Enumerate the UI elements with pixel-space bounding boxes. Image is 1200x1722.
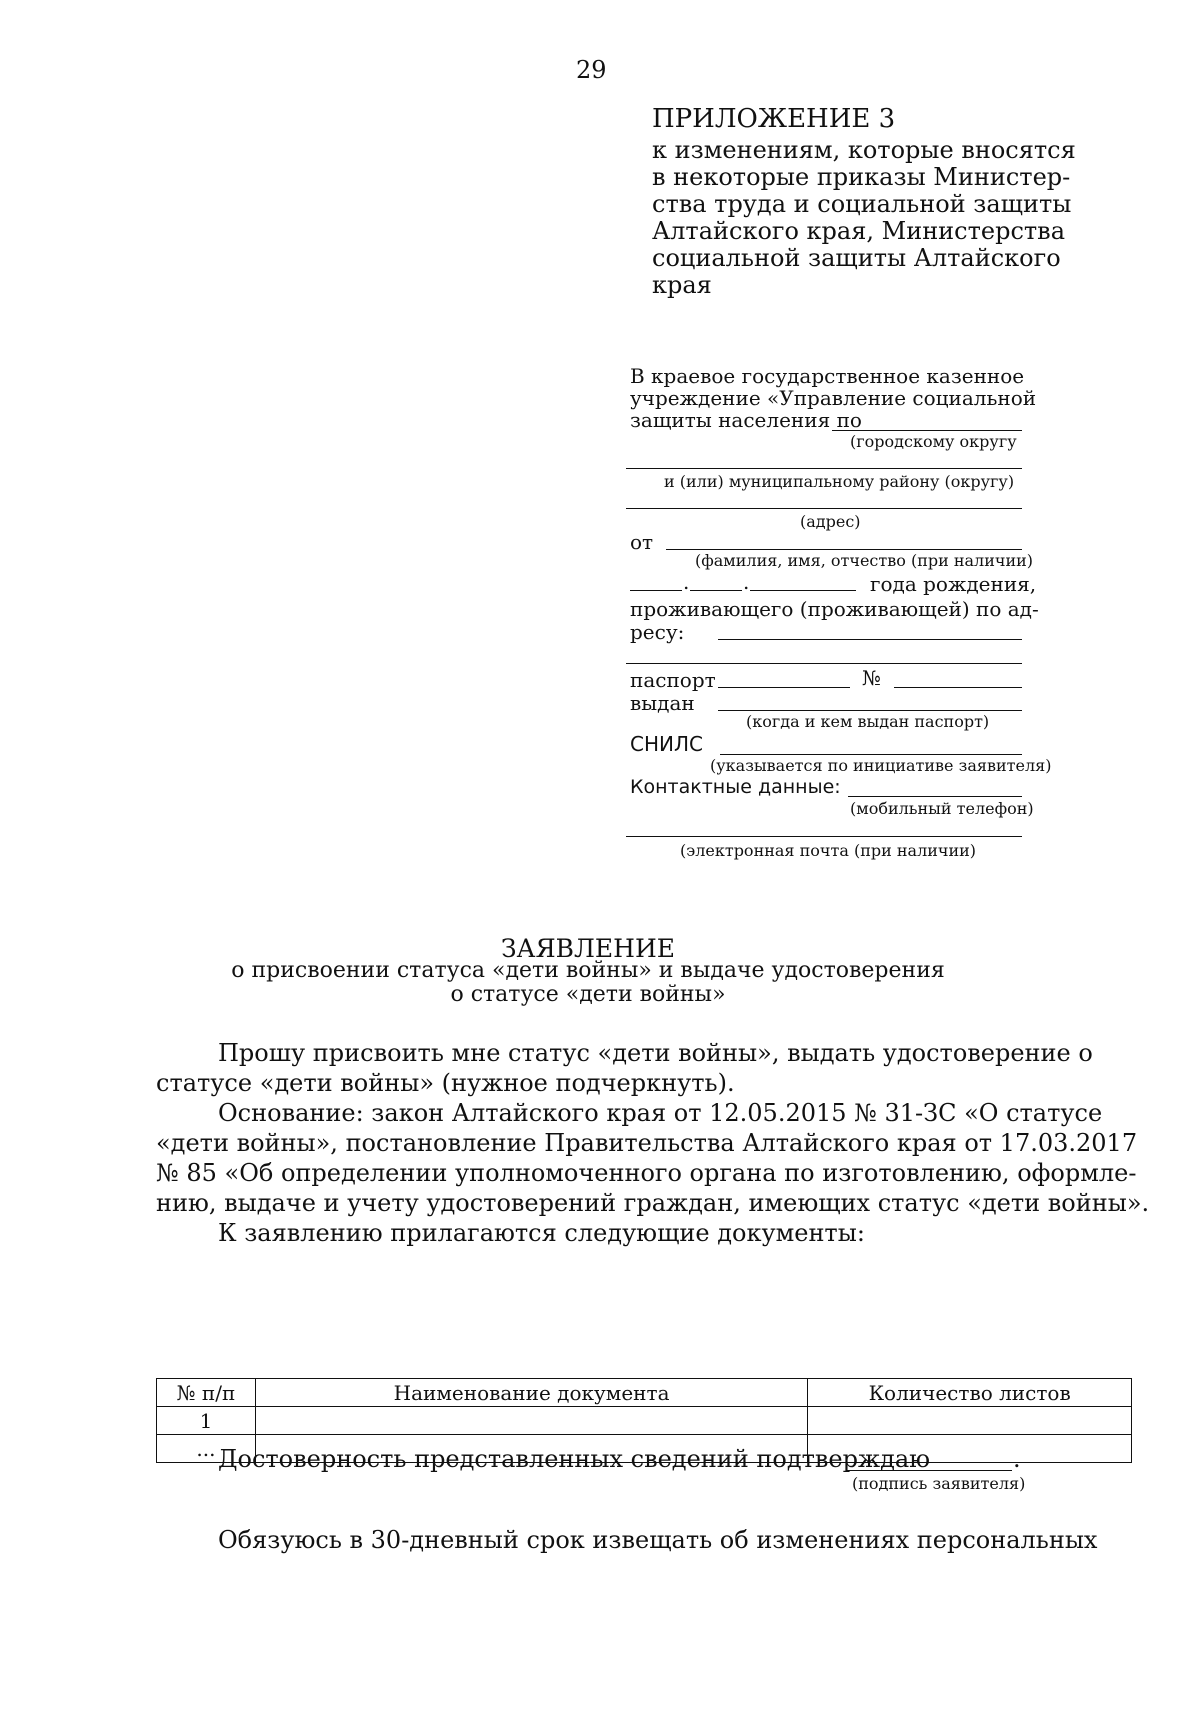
residence-address-field[interactable]: [718, 639, 1022, 640]
statement-subtitle: о присвоении статуса «дети войны» и выдаче удостоверения: [231, 958, 945, 983]
birth-year-field[interactable]: [750, 590, 856, 591]
snils-label: СНИЛС: [630, 732, 703, 756]
statement-subtitle: о статусе «дети войны»: [450, 982, 726, 1007]
residence-address-field-2[interactable]: [626, 663, 1022, 664]
table-cell[interactable]: [255, 1407, 807, 1435]
issued-label: выдан: [630, 691, 695, 715]
signature-hint: (подпись заявителя): [852, 1474, 1026, 1493]
passport-series-field[interactable]: [718, 687, 850, 688]
city-hint: (городскому округу: [850, 432, 1017, 451]
body-line: статусе «дети войны» (нужное подчеркнуть).: [156, 1069, 735, 1097]
addressee-line: защиты населения по: [630, 408, 862, 432]
passport-label: паспорт: [630, 668, 716, 692]
appendix-line: к изменениям, которые вносятся: [652, 136, 1076, 164]
table-header-row: [157, 1379, 1132, 1407]
residing-label-cont: ресу:: [630, 620, 685, 644]
city-field[interactable]: [832, 430, 1022, 431]
confirm-text: Достоверность представленных сведений подтверждаю: [218, 1445, 931, 1473]
address-field[interactable]: [626, 508, 1022, 509]
page-number: 29: [576, 56, 607, 84]
body-line: нию, выдаче и учету удостоверений граждан, имеющих статус «дети войны».: [156, 1189, 1150, 1217]
phone-hint: (мобильный телефон): [850, 799, 1034, 818]
body-line: Основание: закон Алтайского края от 12.05.2015 № 31-ЗС «О статусе: [218, 1099, 1103, 1127]
table-header-cell: № п/п: [157, 1379, 256, 1407]
residing-label: проживающего (проживающей) по ад-: [630, 597, 1039, 621]
snils-field[interactable]: [720, 754, 1022, 755]
table-header-cell: Наименование документа: [255, 1379, 807, 1407]
appendix-title: ПРИЛОЖЕНИЕ 3: [652, 104, 896, 134]
body-line: Обязуюсь в 30-дневный срок извещать об изменениях персональных: [218, 1526, 1098, 1554]
full-name-field[interactable]: [666, 549, 1022, 550]
snils-hint: (указывается по инициативе заявителя): [710, 756, 1052, 775]
from-label: от: [630, 530, 654, 554]
table-cell[interactable]: [808, 1407, 1132, 1435]
number-sign: №: [862, 666, 881, 690]
birth-label: года рождения,: [870, 572, 1037, 596]
appendix-line: ства труда и социальной защиты: [652, 190, 1072, 218]
issued-field[interactable]: [718, 710, 1022, 711]
appendix-line: Алтайского края, Министерства: [652, 217, 1066, 245]
body-line: «дети войны», постановление Правительства Алтайского края от 17.03.2017: [156, 1129, 1138, 1157]
email-hint: (электронная почта (при наличии): [680, 841, 977, 860]
district-field[interactable]: [626, 468, 1022, 469]
birth-day-field[interactable]: [630, 590, 682, 591]
phone-field[interactable]: [848, 796, 1022, 797]
table-row: [157, 1407, 1132, 1435]
issued-hint: (когда и кем выдан паспорт): [746, 712, 990, 731]
address-hint: (адрес): [800, 512, 861, 531]
addressee-line: учреждение «Управление социальной: [630, 386, 1037, 410]
email-field[interactable]: [626, 836, 1022, 837]
body-line: К заявлению прилагаются следующие документы:: [218, 1219, 865, 1247]
appendix-line: края: [652, 271, 712, 299]
appendix-line: в некоторые приказы Министер-: [652, 163, 1071, 191]
appendix-line: социальной защиты Алтайского: [652, 244, 1061, 272]
full-name-hint: (фамилия, имя, отчество (при наличии): [695, 551, 1034, 570]
birth-month-field[interactable]: [690, 590, 742, 591]
body-line: Прошу присвоить мне статус «дети войны», выдать удостоверение о: [218, 1039, 1093, 1067]
addressee-line: В краевое государственное казенное: [630, 364, 1025, 388]
passport-number-field[interactable]: [894, 687, 1022, 688]
contacts-label: Контактные данные:: [630, 776, 841, 798]
statement-title: ЗАЯВЛЕНИЕ: [500, 934, 676, 963]
body-line: № 85 «Об определении уполномоченного органа по изготовлению, оформле-: [156, 1159, 1137, 1187]
table-cell: ...: [157, 1435, 256, 1463]
district-hint: и (или) муниципальному району (округу): [664, 472, 1015, 491]
signature-field[interactable]: [846, 1470, 1012, 1471]
table-header-cell: Количество листов: [808, 1379, 1132, 1407]
table-cell: 1: [157, 1407, 256, 1435]
